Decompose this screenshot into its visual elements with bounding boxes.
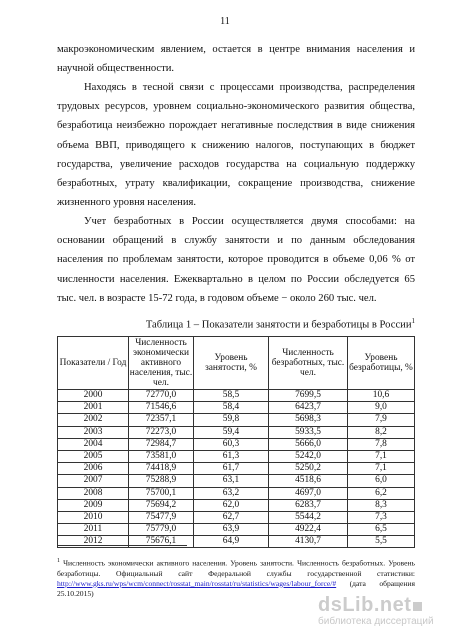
cell-year: 2010 — [58, 511, 129, 523]
cell-year: 2007 — [58, 475, 129, 487]
cell-year: 2004 — [58, 438, 129, 450]
cell-unemployment-rate: 7,1 — [348, 450, 415, 462]
cell-unemployment-rate: 8,2 — [348, 426, 415, 438]
cell-unemployment-rate: 6,2 — [348, 487, 415, 499]
cell-active-population: 72357,1 — [129, 414, 194, 426]
cell-unemployed-count: 5666,0 — [269, 438, 348, 450]
paragraph-2: Находясь в тесной связи с процессами производства, распределения трудовых ресурсов, уровнем социально-экономического развития общества, безработица неизбежно порождает негативные последствия в виде снижения объема ВВП, приводящего к снижению налогов, поступающих в бюджет государства, увеличение расходов государства на социальную поддержку безработных, утрату квалификации, сокращение производства, снижение жизненного уровня населения. — [57, 82, 415, 209]
table-row — [58, 438, 415, 450]
cell-unemployed-count: 5250,2 — [269, 463, 348, 475]
header-unemployed-count: Численность безработных, тыс. чел. — [269, 337, 348, 390]
cell-unemployment-rate: 9,0 — [348, 402, 415, 414]
watermark — [318, 594, 448, 634]
cell-employment-rate: 58,4 — [194, 402, 269, 414]
watermark-logo — [318, 594, 448, 616]
cell-year: 2008 — [58, 487, 129, 499]
cell-year: 2009 — [58, 499, 129, 511]
text-block-2 — [57, 78, 415, 212]
paragraph-3: Учет безработных в России осуществляется двумя способами: на основании обращений в службу занятости и по данным обследования населения по проблемам занятости, которое проводится в объеме 0,06 % от численности населения. Ежеквартально в целом по России обследуется 65 тыс. чел. в возрасте 15-72 года, в годовом объеме − около 260 тыс. чел. — [57, 216, 415, 304]
table-body — [58, 390, 415, 548]
cell-unemployed-count: 4697,0 — [269, 487, 348, 499]
cell-active-population: 75694,2 — [129, 499, 194, 511]
table-row — [58, 402, 415, 414]
watermark-subtitle: библиотека диссертаций — [318, 616, 434, 627]
table-row — [58, 426, 415, 438]
cell-unemployed-count: 6423,7 — [269, 402, 348, 414]
table-row — [58, 499, 415, 511]
cell-active-population: 75676,1 — [129, 536, 194, 548]
cell-active-population: 75477,9 — [129, 511, 194, 523]
header-indicator-year: Показатели / Год — [58, 337, 129, 390]
page-number: 11 — [220, 16, 230, 27]
footnote-link[interactable]: http://www.gks.ru/wps/wcm/connect/rosstat_main/rosstat/ru/statistics/wages/labour_force/# — [57, 578, 337, 588]
table-row — [58, 536, 415, 548]
cell-active-population: 72273,0 — [129, 426, 194, 438]
cell-unemployment-rate: 7,9 — [348, 414, 415, 426]
cell-unemployment-rate: 8,3 — [348, 499, 415, 511]
text-block — [57, 40, 415, 78]
cell-employment-rate: 61,7 — [194, 463, 269, 475]
cell-active-population: 75700,1 — [129, 487, 194, 499]
cell-unemployment-rate: 6,0 — [348, 475, 415, 487]
cell-employment-rate: 64,9 — [194, 536, 269, 548]
cell-active-population: 75288,9 — [129, 475, 194, 487]
cell-active-population: 72770,0 — [129, 390, 194, 402]
watermark-square-icon — [413, 602, 422, 611]
header-active-population: Численность экономически активного населения, тыс. чел. — [129, 338, 193, 388]
cell-unemployed-count: 4922,4 — [269, 524, 348, 536]
cell-active-population: 73581,0 — [129, 450, 194, 462]
cell-unemployed-count: 5933,5 — [269, 426, 348, 438]
table-header-row — [58, 337, 415, 390]
table-row — [58, 390, 415, 402]
footnote-mark: 1 — [57, 558, 60, 564]
table-row — [58, 463, 415, 475]
cell-unemployed-count: 7699,5 — [269, 390, 348, 402]
cell-employment-rate: 61,3 — [194, 450, 269, 462]
cell-unemployed-count: 5544,2 — [269, 511, 348, 523]
cell-unemployment-rate: 7,3 — [348, 511, 415, 523]
watermark-logo-text: dsLib.net — [318, 594, 412, 616]
cell-unemployment-rate: 10,6 — [348, 390, 415, 402]
employment-table — [57, 336, 415, 548]
cell-employment-rate: 63,9 — [194, 524, 269, 536]
cell-active-population: 75779,0 — [129, 524, 194, 536]
header-unemployment-rate: Уровень безработицы, % — [348, 337, 415, 390]
table-row — [58, 487, 415, 499]
table-caption — [57, 317, 415, 331]
cell-year: 2002 — [58, 414, 129, 426]
cell-unemployment-rate: 6,5 — [348, 524, 415, 536]
cell-unemployed-count: 4130,7 — [269, 536, 348, 548]
footnote — [57, 556, 415, 599]
cell-year: 2006 — [58, 463, 129, 475]
cell-unemployed-count: 4518,6 — [269, 475, 348, 487]
cell-employment-rate: 60,3 — [194, 438, 269, 450]
cell-unemployment-rate: 7,8 — [348, 438, 415, 450]
cell-employment-rate: 59,4 — [194, 426, 269, 438]
cell-employment-rate: 62,0 — [194, 499, 269, 511]
cell-active-population: 72984,7 — [129, 438, 194, 450]
cell-unemployment-rate: 5,5 — [348, 536, 415, 548]
cell-employment-rate: 63,1 — [194, 475, 269, 487]
cell-year: 2012 — [58, 536, 129, 548]
table-row — [58, 524, 415, 536]
table-row — [58, 475, 415, 487]
cell-employment-rate: 63,2 — [194, 487, 269, 499]
cell-year: 2003 — [58, 426, 129, 438]
text-block-3 — [57, 212, 415, 308]
table-row — [58, 511, 415, 523]
cell-employment-rate: 59,8 — [194, 414, 269, 426]
cell-unemployed-count: 5242,0 — [269, 450, 348, 462]
table-row — [58, 450, 415, 462]
cell-active-population: 74418,9 — [129, 463, 194, 475]
cell-unemployed-count: 6283,7 — [269, 499, 348, 511]
cell-year: 2011 — [58, 524, 129, 536]
table-caption-text: Таблица 1 – Показатели занятости и безработицы в России — [145, 319, 412, 331]
footnote-divider — [57, 545, 187, 546]
cell-unemployed-count: 5698,3 — [269, 414, 348, 426]
cell-employment-rate: 62,7 — [194, 511, 269, 523]
footnote-text: Численность экономически активного населения. Уровень занятости. Численность безработных. Уровень безработицы. Официальный сайт Федеральной службы государственной статистики: — [57, 558, 415, 578]
cell-year: 2000 — [58, 390, 129, 402]
cell-active-population: 71546,6 — [129, 402, 194, 414]
paragraph-1: макроэкономическим явлением, остается в центре внимания населения и научной общественности. — [57, 44, 415, 75]
header-employment-rate: Уровень занятости, % — [194, 337, 269, 390]
cell-year: 2005 — [58, 450, 129, 462]
cell-year: 2001 — [58, 402, 129, 414]
cell-employment-rate: 58,5 — [194, 390, 269, 402]
table-caption-note: 1 — [411, 317, 415, 325]
cell-unemployment-rate: 7,1 — [348, 463, 415, 475]
footnote-suffix: (дата обращения 25.10.2015) — [57, 578, 415, 598]
table-row — [58, 414, 415, 426]
